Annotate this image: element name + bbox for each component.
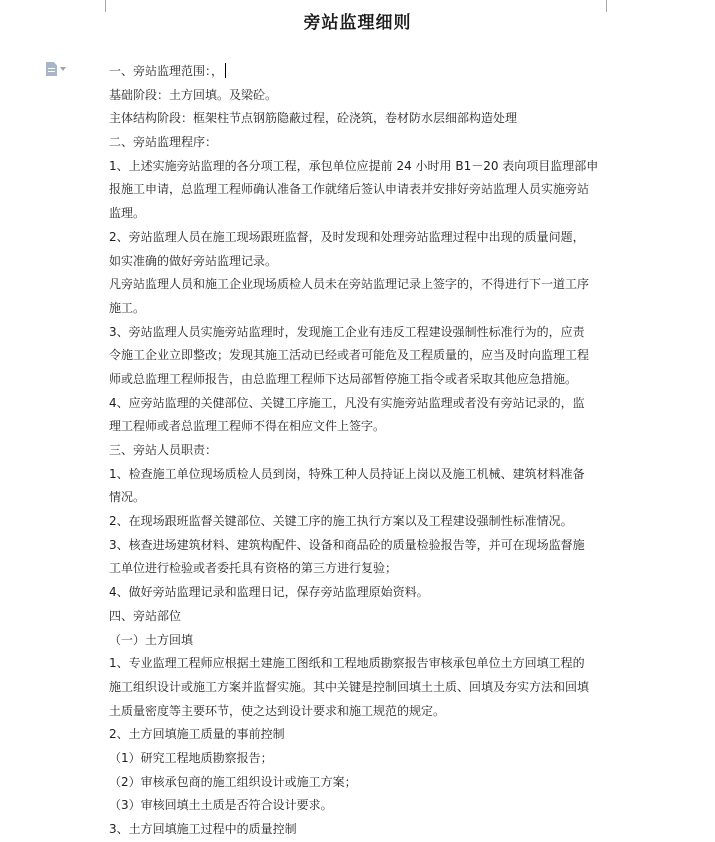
text-line: 3、旁站监理人员实施旁站监理时，发现施工企业有违反工程建设强制性标准行为的，应责	[109, 324, 585, 339]
text-line: 三、旁站人员职责：	[109, 443, 218, 457]
text-line: 施工组织设计或施工方案并监督实施。其中关键是控制回填土土质、回填及夯实方法和回填	[109, 679, 590, 694]
text-line: 1、专业监理工程师应根据土建施工图纸和工程地质勘察报告审核承包单位土方回填工程的	[109, 656, 585, 671]
text-line: 监理。	[109, 206, 146, 221]
text-line: （一）土方回填	[109, 632, 194, 647]
text-line: 3、土方回填施工过程中的质量控制	[109, 822, 297, 836]
text-line: 土质量密度等主要环节，使之达到设计要求和施工规范的规定。	[109, 703, 446, 718]
text-line: （1）研究工程地质勘察报告；	[109, 750, 273, 765]
document-options-icon[interactable]	[46, 61, 72, 77]
text-line: 情况。	[109, 490, 146, 505]
text-line: 四、旁站部位	[109, 608, 182, 623]
text-line: 3、核查进场建筑材料、建筑构配件、设备和商品砼的质量检验报告等，并可在现场监督施	[109, 537, 585, 552]
text-line: 1、上述实施旁站监理的各分项工程，承包单位应提前 24 小时用 B1－20 表向项目监理部申	[109, 158, 599, 173]
text-line: （3）审核回填土土质是否符合设计要求。	[109, 798, 333, 813]
text-line: 2、土方回填施工质量的事前控制	[109, 727, 285, 742]
text-line: 二、旁站监理程序：	[109, 135, 218, 150]
text-line: 工单位进行检验或者委托具有资格的第三方进行复验；	[109, 561, 398, 576]
text-line: 1、检查施工单位现场质检人员到岗，特殊工种人员持证上岗以及施工机械、建筑材料准备	[109, 466, 585, 481]
text-line: （2）审核承包商的施工组织设计或施工方案；	[109, 774, 357, 789]
text-line: 令施工企业立即整改；发现其施工活动已经或者可能危及工程质量的，应当及时向监理工程	[109, 348, 590, 363]
text-line: 凡旁站监理人员和施工企业现场质检人员未在旁站监理记录上签字的，不得进行下一道工序	[109, 277, 590, 292]
text-line: 师或总监理工程师报告，由总监理工程师下达局部暂停施工指令或者采取其他应急措施。	[109, 371, 578, 386]
document-body[interactable]	[109, 60, 613, 842]
text-line: 4、应旁站监理的关健部位、关键工序施工，凡没有实施旁站监理或者没有旁站记录的，监	[109, 395, 585, 410]
document-title: 旁站监理细则	[303, 13, 412, 33]
text-line: 理工程师或者总监理工程师不得在相应文件上签字。	[109, 419, 386, 434]
text-line: 2、在现场跟班监督关键部位、关键工序的施工执行方案以及工程建设强制性标准情况。	[109, 514, 573, 529]
text-line: 如实准确的做好旁站监理记录。	[109, 253, 278, 268]
text-line: 基础阶段：土方回填。及梁砼。	[109, 87, 278, 102]
text-cursor	[225, 63, 226, 78]
text-line: 4、做好旁站监理记录和监理日记，保存旁站监理原始资料。	[109, 585, 429, 600]
text-line: 施工。	[109, 300, 146, 315]
text-line: 报施工申请，总监理工程师确认准备工作就绪后签认申请表并安排好旁站监理人员实施旁站	[109, 182, 590, 197]
text-line: 2、旁站监理人员在施工现场跟班监督，及时发现和处理旁站监理过程中出现的质量问题，	[109, 229, 585, 244]
chevron-down-icon	[60, 67, 66, 71]
text-line: 主体结构阶段：框架柱节点钢筋隐蔽过程，砼浇筑，卷材防水层细部构造处理	[109, 111, 518, 126]
text-line: 一、旁站监理范围：，	[109, 60, 613, 84]
document-sheet-icon	[46, 62, 57, 76]
